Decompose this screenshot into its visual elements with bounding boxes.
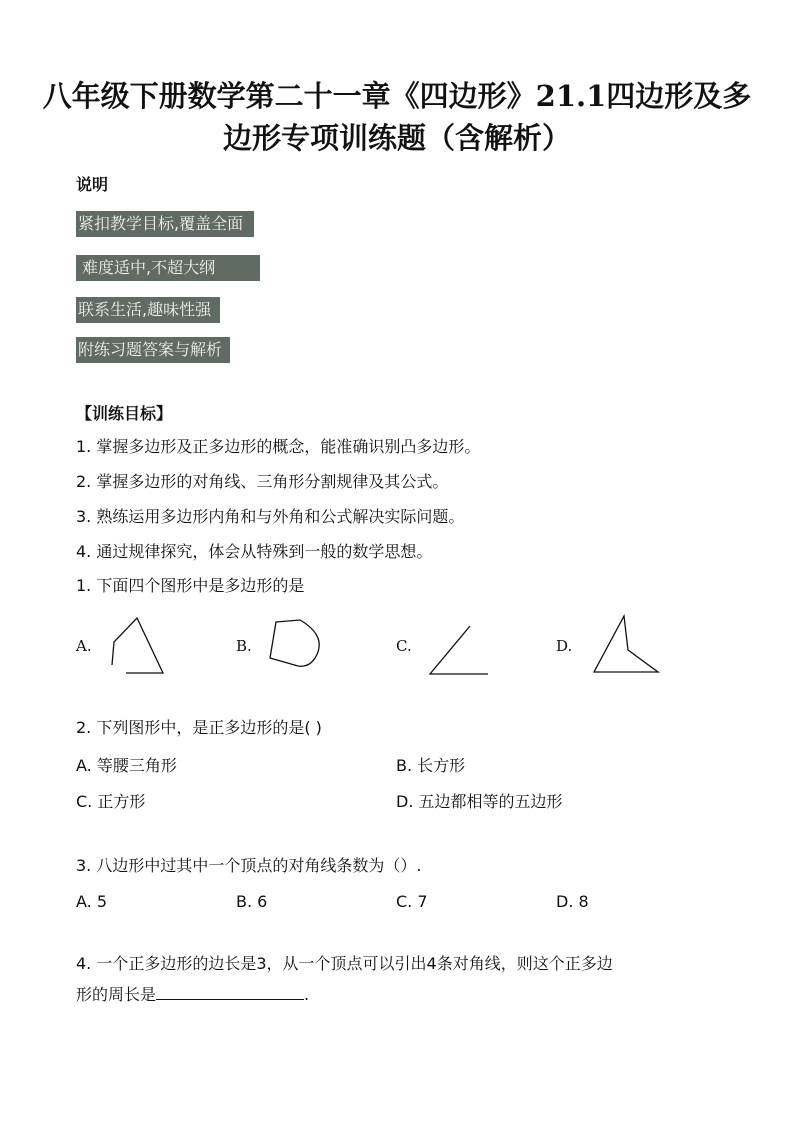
note-highlight-1: 紧扣教学目标,覆盖全面 (76, 211, 254, 237)
q2-option-b: B. 长方形 (396, 756, 466, 775)
page-title-line1: 八年级下册数学第二十一章《四边形》21.1四边形及多 (42, 79, 752, 113)
q3-option-a: A. 5 (76, 892, 108, 911)
q1-figure-a-open-polyline (104, 610, 174, 680)
question-2-stem: 2. 下列图形中，是正多边形的是( ) (76, 718, 322, 737)
q2-option-a: A. 等腰三角形 (76, 756, 177, 775)
answer-blank[interactable] (156, 983, 304, 1000)
question-1-stem: 1. 下面四个图形中是多边形的是 (76, 576, 305, 595)
q1-figure-d-concave-polygon (588, 608, 664, 678)
q1-option-a-label: A. (76, 637, 92, 655)
q2-option-c: C. 正方形 (76, 792, 146, 811)
objective-4: 4. 通过规律探究，体会从特殊到一般的数学思想。 (76, 542, 433, 561)
q2-option-d: D. 五边都相等的五边形 (396, 792, 563, 811)
page-title-line2: 边形专项训练题（含解析） (222, 121, 571, 155)
question-4-stem-line2 (76, 983, 309, 1006)
q1-option-c-label: C. (396, 637, 412, 655)
notes-label: 说明 (76, 175, 109, 194)
q1-figure-c-angle (424, 620, 494, 680)
note-highlight-2: 难度适中,不超大纲 (76, 255, 260, 281)
q3-option-c: C. 7 (396, 892, 428, 911)
objective-3: 3. 熟练运用多边形内角和与外角和公式解决实际问题。 (76, 507, 465, 526)
q3-option-d: D. 8 (556, 892, 589, 911)
objectives-heading: 【训练目标】 (76, 404, 173, 423)
q1-figure-b-curved-shape (264, 614, 330, 674)
q1-option-b-label: B. (236, 637, 252, 655)
q1-option-d-label: D. (556, 637, 573, 655)
q3-option-b: B. 6 (236, 892, 268, 911)
question-3-stem: 3. 八边形中过其中一个顶点的对角线条数为（）. (76, 856, 422, 875)
question-4-stem-line1: 4. 一个正多边形的边长是3，从一个顶点可以引出4条对角线，则这个正多边 (76, 954, 613, 973)
objective-2: 2. 掌握多边形的对角线、三角形分割规律及其公式。 (76, 472, 449, 491)
objective-1: 1. 掌握多边形及正多边形的概念，能准确识别凸多边形。 (76, 437, 481, 456)
question-4-suffix: . (304, 985, 310, 1004)
question-4-prefix: 形的周长是 (76, 985, 157, 1004)
note-highlight-4: 附练习题答案与解析 (76, 337, 230, 363)
note-highlight-3: 联系生活,趣味性强 (76, 297, 220, 323)
